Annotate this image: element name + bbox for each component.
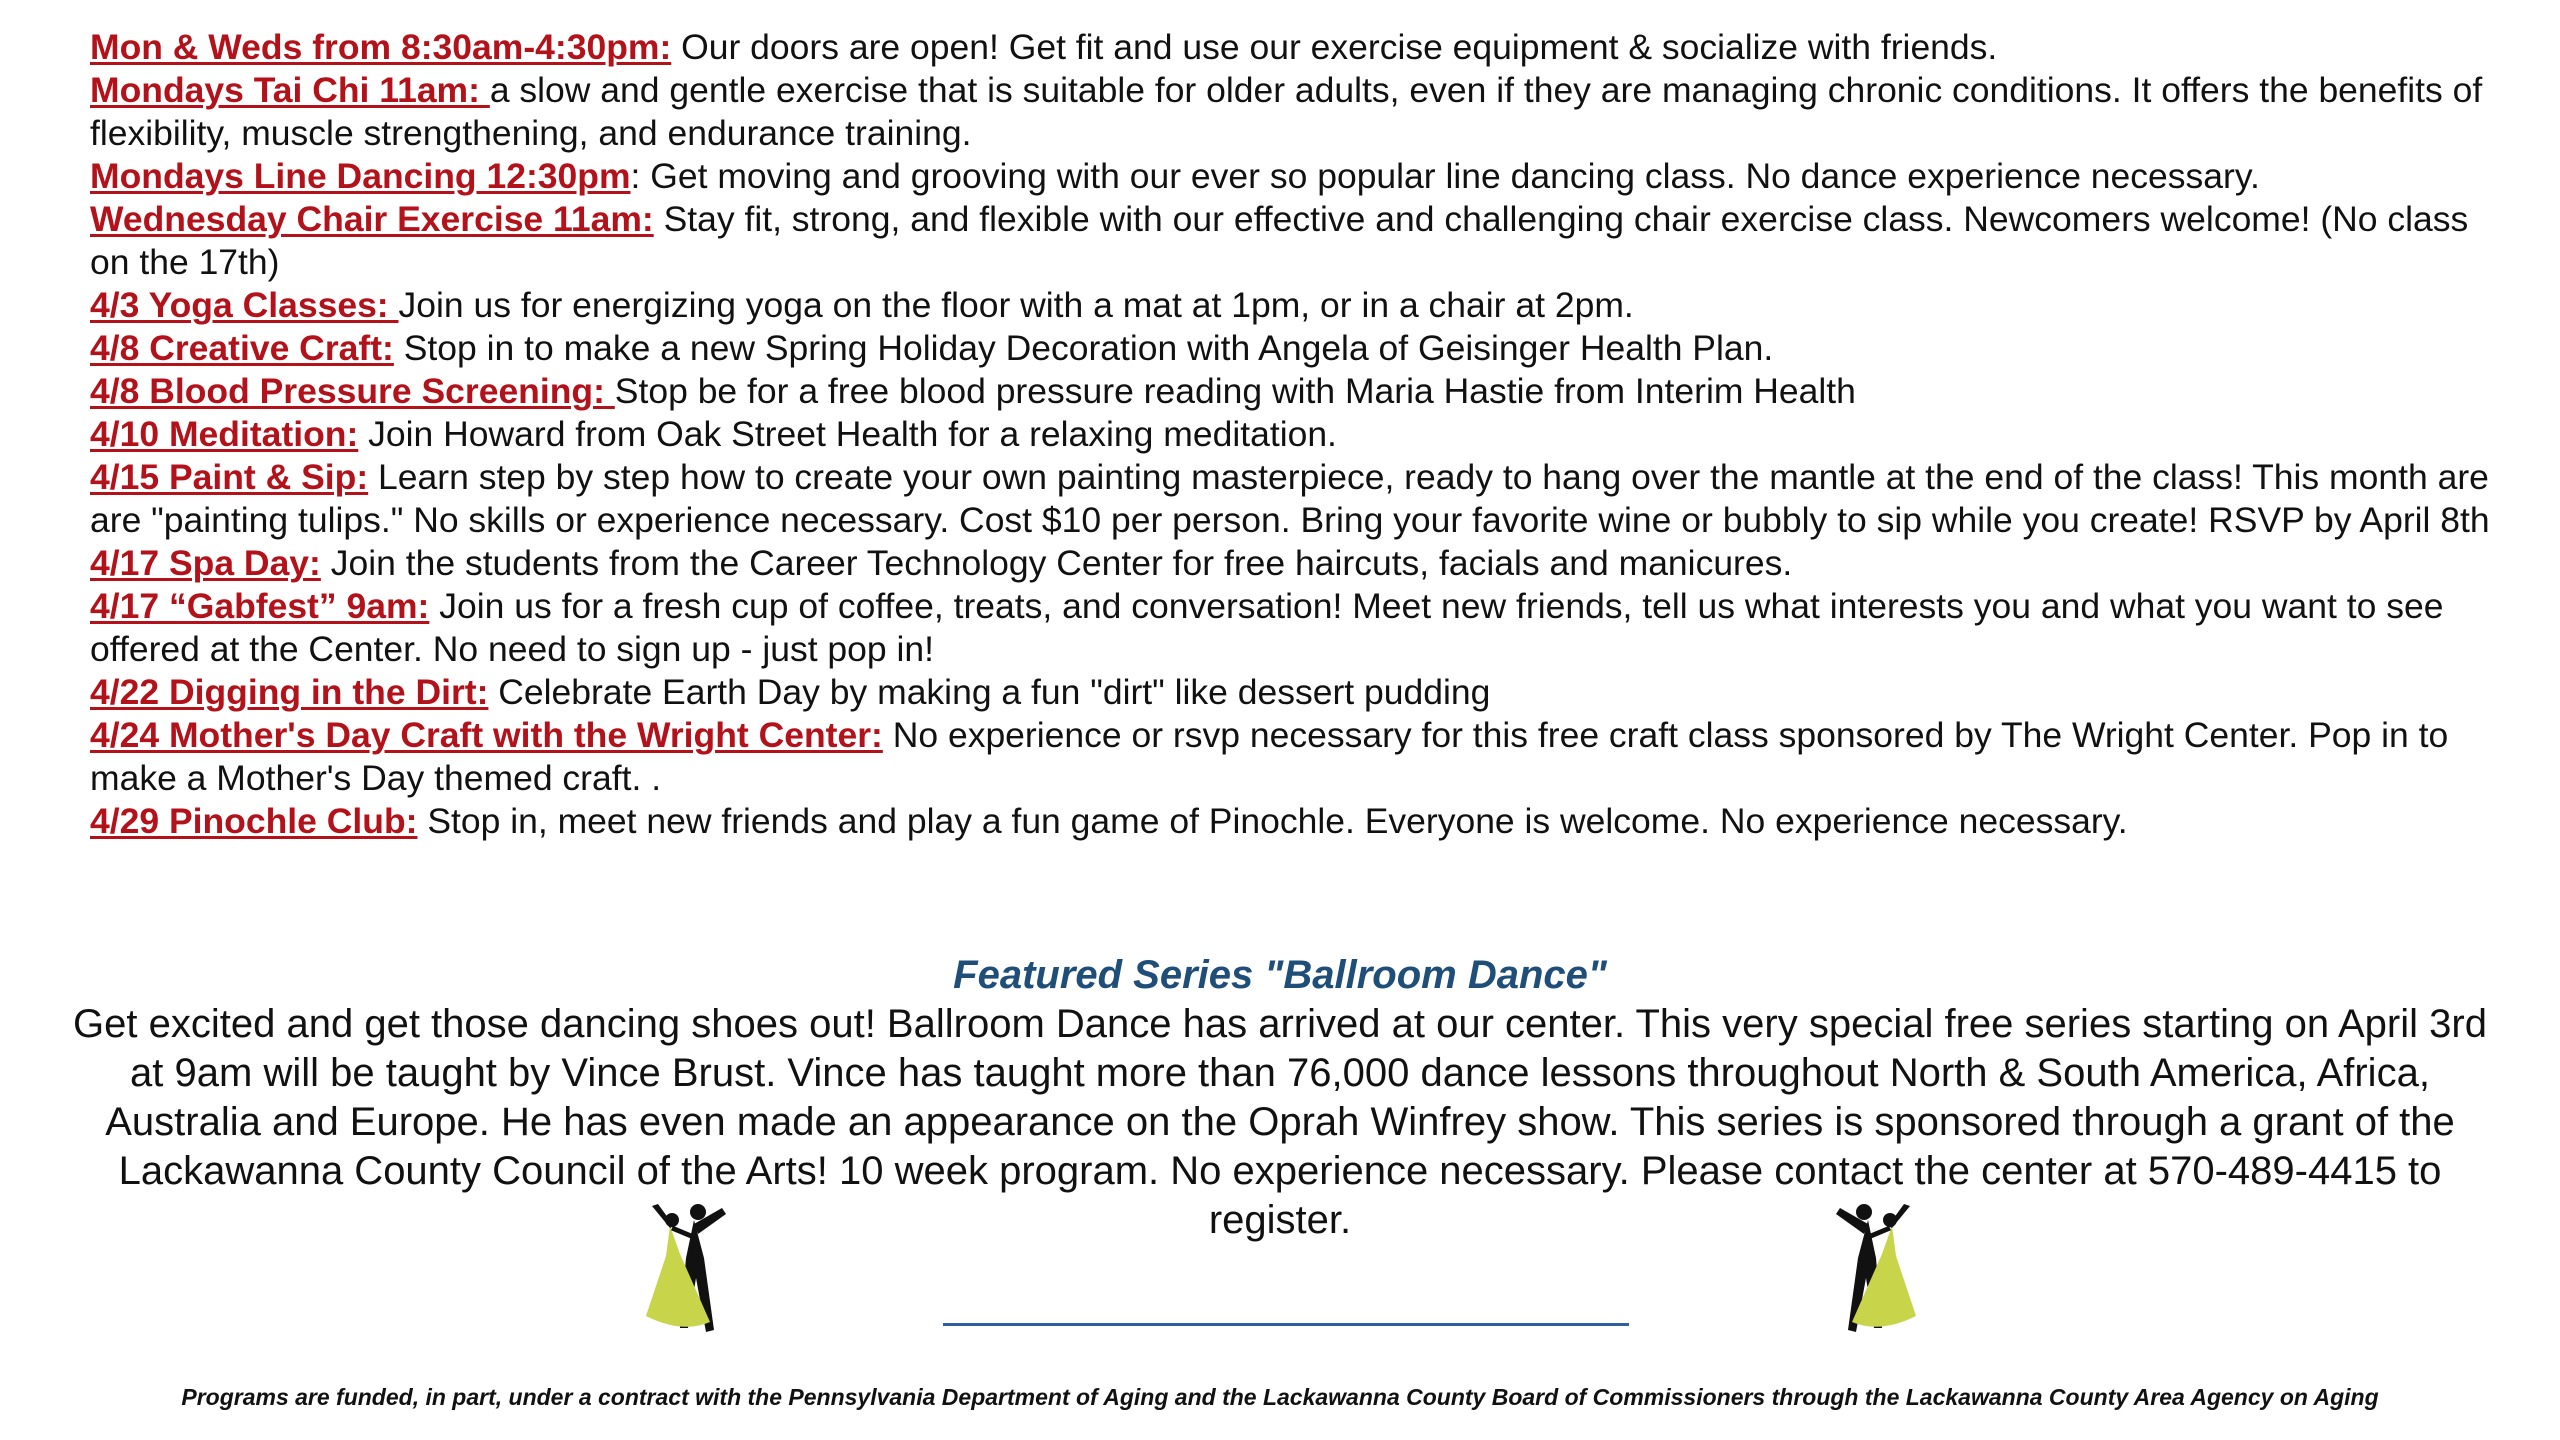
- entry-text: Stop be for a free blood pressure reading with Maria Hastie from Interim Health: [614, 371, 1856, 411]
- ballroom-dancers-icon: [632, 1198, 742, 1338]
- entry-text: Our doors are open! Get fit and use our exercise equipment & socialize with friends.: [671, 27, 1998, 67]
- entry-text: Learn step by step how to create your own painting masterpiece, ready to hang over the mantle at the end of the class! This month are are "painting tulips." No skills or experience necessary. Cost $10 per person. Bring your favorite wine or bubbly to sip while you create! RSVP by April 8th: [90, 457, 2490, 540]
- ballroom-dancers-icon: [1820, 1198, 1930, 1338]
- entry-label: 4/10 Meditation:: [90, 414, 359, 454]
- schedule-entry-spa-day: [90, 542, 2490, 585]
- schedule-entry-tai-chi: [90, 69, 2490, 155]
- entry-label: 4/3 Yoga Classes:: [90, 285, 399, 325]
- schedule-entry-creative-craft: [90, 327, 2490, 370]
- entry-label: 4/24 Mother's Day Craft with the Wright Center:: [90, 715, 883, 755]
- entry-text: No experience or rsvp necessary for this free craft class sponsored by The Wright Center. Pop in to make a Mother's Day themed craft. .: [90, 715, 2449, 798]
- entry-text: Join the students from the Career Technology Center for free haircuts, facials and manicures.: [320, 543, 1793, 583]
- schedule-entry-chair-exercise: [90, 198, 2490, 284]
- entry-text: : Get moving and grooving with our ever so popular line dancing class. No dance experience necessary.: [630, 156, 2260, 196]
- featured-series: [60, 950, 2500, 1245]
- entry-text: Celebrate Earth Day by making a fun "dirt" like dessert pudding: [488, 672, 1491, 712]
- entry-text: Join us for a fresh cup of coffee, treats, and conversation! Meet new friends, tell us what interests you and what you want to see offered at the Center. No need to sign up - just pop in!: [90, 586, 2444, 669]
- entry-text: Stop in, meet new friends and play a fun game of Pinochle. Everyone is welcome. No experience necessary.: [417, 801, 2128, 841]
- schedule-entry-pinochle: [90, 800, 2490, 843]
- schedule-entry-meditation: [90, 413, 2490, 456]
- featured-body: Get excited and get those dancing shoes out! Ballroom Dance has arrived at our center. This very special free series starting on April 3rd at 9am will be taught by Vince Brust. Vince has taught more than 76,000 dance lessons throughout North & South America, Africa, Australia and Europe. He has even made an appearance on the Oprah Winfrey show. This series is sponsored through a grant of the Lackawanna County Council of the Arts! 10 week program. No experience necessary. Please contact the center at 570-489-4415 to register.: [73, 1002, 2487, 1242]
- entry-label: 4/29 Pinochle Club:: [90, 801, 418, 841]
- divider-line: [943, 1323, 1629, 1326]
- entry-text: a slow and gentle exercise that is suitable for older adults, even if they are managing chronic conditions. It offers the benefits of flexibility, muscle strengthening, and endurance training.: [90, 70, 2483, 153]
- entry-label: Mon & Weds from 8:30am-4:30pm:: [90, 27, 672, 67]
- schedule-entry-open-hours: [90, 26, 2490, 69]
- schedule-entry-digging-dirt: [90, 671, 2490, 714]
- schedule-entry-paint-sip: [90, 456, 2490, 542]
- entry-label: 4/17 “Gabfest” 9am:: [90, 586, 430, 626]
- entry-label: 4/15 Paint & Sip:: [90, 457, 369, 497]
- schedule-entry-yoga: [90, 284, 2490, 327]
- entry-label: Mondays Line Dancing 12:30pm: [90, 156, 631, 196]
- entry-label: 4/8 Creative Craft:: [90, 328, 394, 368]
- entry-text: Stop in to make a new Spring Holiday Decoration with Angela of Geisinger Health Plan.: [393, 328, 1774, 368]
- funding-footer: Programs are funded, in part, under a contract with the Pennsylvania Department of Aging and the Lackawanna County Board of Commissioners through the Lackawanna County Area Agency on Aging: [181, 1384, 2379, 1410]
- entry-label: 4/22 Digging in the Dirt:: [90, 672, 489, 712]
- entry-text: Join Howard from Oak Street Health for a relaxing meditation.: [358, 414, 1337, 454]
- entry-label: Wednesday Chair Exercise 11am:: [90, 199, 654, 239]
- schedule-entry-line-dancing: [90, 155, 2490, 198]
- entry-label: 4/8 Blood Pressure Screening:: [90, 371, 615, 411]
- entry-label: Mondays Tai Chi 11am:: [90, 70, 490, 110]
- schedule-entry-gabfest: [90, 585, 2490, 671]
- entry-label: 4/17 Spa Day:: [90, 543, 321, 583]
- entry-text: Join us for energizing yoga on the floor with a mat at 1pm, or in a chair at 2pm.: [398, 285, 1634, 325]
- schedule-entry-mothers-day: [90, 714, 2490, 800]
- schedule-list: [90, 26, 2490, 843]
- schedule-entry-blood-pressure: [90, 370, 2490, 413]
- entry-text: Stay fit, strong, and flexible with our effective and challenging chair exercise class. Newcomers welcome! (No class on the 17th): [90, 199, 2469, 282]
- featured-title: Featured Series "Ballroom Dance": [953, 953, 1607, 997]
